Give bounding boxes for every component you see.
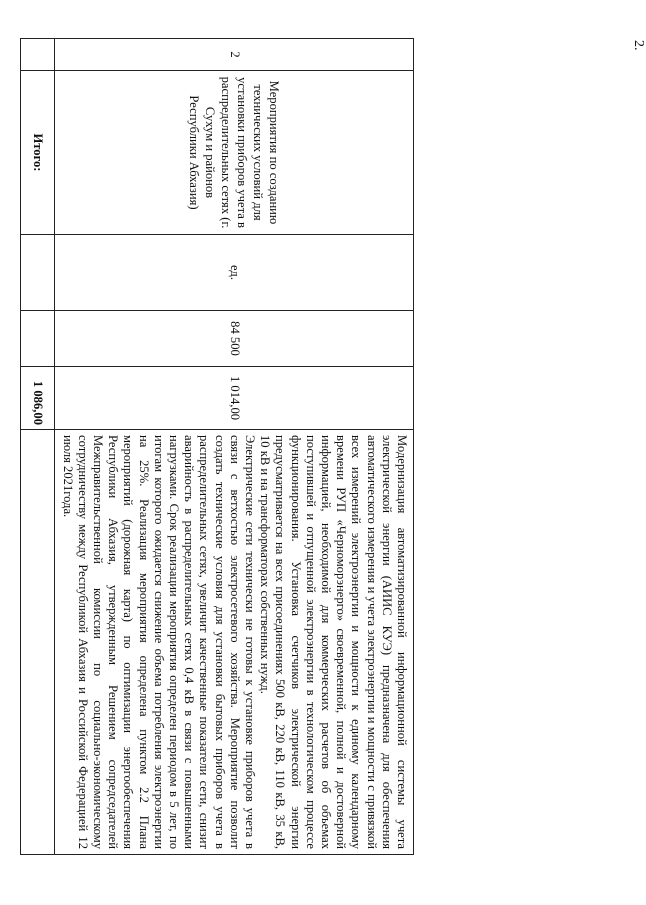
empty-cell xyxy=(21,235,55,311)
row-number-cell xyxy=(55,39,414,71)
table-row xyxy=(55,39,414,855)
measure-name-cell xyxy=(55,71,414,235)
unit-cell xyxy=(55,235,414,311)
measures-table xyxy=(20,38,414,855)
empty-cell xyxy=(21,39,55,71)
description-paragraph: Электрические сети технически не готовы к установке приборов учета в связи с ветхостью электросетевого хозяйства. Мероприятие позволит создать технические условия для установки бытовых приборов учета в распределительных сетях, увеличит качественные показатели сети, снизит аварийность в распределительных сетях 0,4 кВ в связи с повышенными нагрузками. Срок реализации мероприятия определен периодом в 5 лет, по итогам которого ожидается снижение объема потребления электроэнергии на 25%. Реализация мероприятия определена пунктом 2.2 Плана мероприятий (дорожная карта) по оптимизации энергообеспечения Республики Абхазия, утвержденным Решением сопредседателей Межправительственной комиссии по социально-экономическому сотрудничеству между Республикой Абхазия и Российской Федерацией 12 июля 2021года. xyxy=(60,435,257,849)
total-label: Итого: xyxy=(31,133,46,172)
total-amount: 1 086,00 xyxy=(31,380,46,425)
row-number: 2 xyxy=(227,51,242,58)
total-amount-cell xyxy=(21,367,55,430)
page-number: 2. xyxy=(631,40,646,51)
amount: 1 014,00 xyxy=(227,375,242,421)
rotated-table-wrapper xyxy=(31,38,414,854)
quantity-cell xyxy=(55,311,414,367)
total-label-cell xyxy=(21,71,55,235)
description-paragraph: Модернизация автоматизированной информационной системы учета электрической энергии (АИИС КУЭ) предназначена для обеспечения автоматического измерения и учета электроэнергии и мощности с привязкой всех измерений электроэнергии и мощности к единому календарному времени РУП «Черноморэнерго» своевременной, полной и достоверной информацией, необходимой для коммерческих расчетов об объемах поступившей и отпущенной электроэнергии в технологическом процессе функционирования. Установка счетчиков электрической энергии предусматривается на всех присоединениях 500 кВ, 220 кВ, 110 кВ, 35 кВ, 10 кВ и на трансформаторах собственных нужд. xyxy=(258,435,409,849)
unit: ед. xyxy=(227,265,242,280)
empty-cell xyxy=(21,311,55,367)
measure-name: Мероприятия по созданию технических условий для установки приборов учета в распределительных сетях (г. Сухум и районов Республики Абхазия) xyxy=(187,76,282,229)
quantity: 84 500 xyxy=(227,321,242,356)
amount-cell xyxy=(55,367,414,430)
total-row xyxy=(21,39,55,855)
description-cell xyxy=(55,430,414,855)
empty-cell xyxy=(21,430,55,855)
